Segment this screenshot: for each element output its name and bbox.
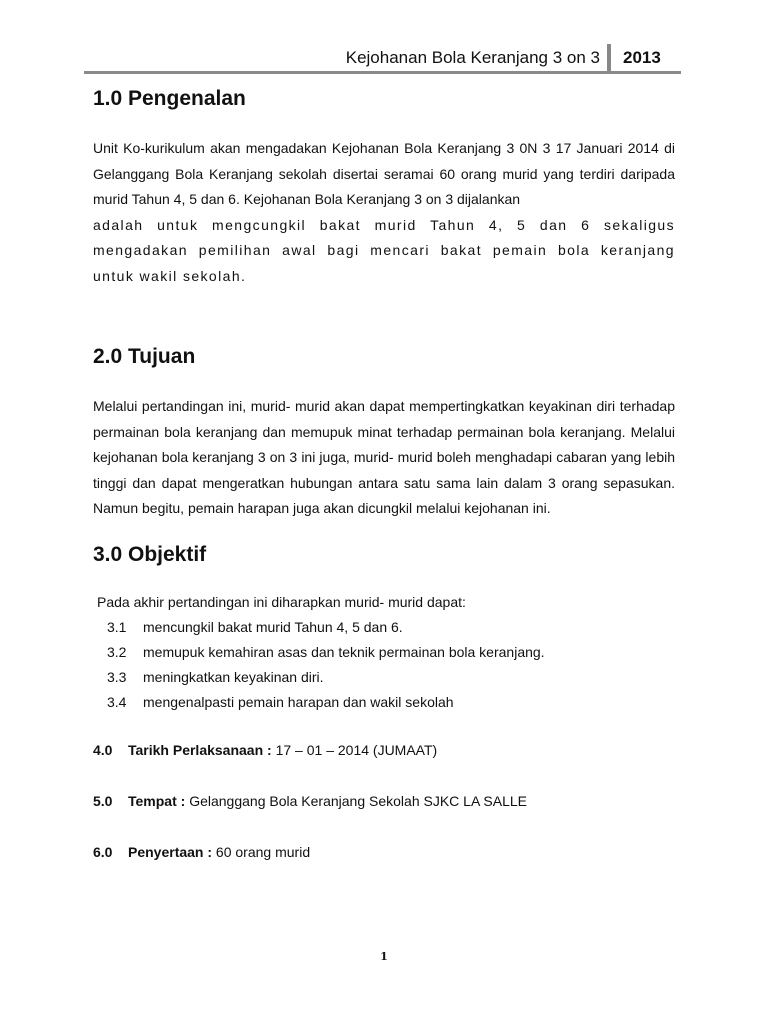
item-number: 3.2 — [107, 643, 127, 660]
objektif-list — [93, 615, 675, 715]
section-number: 2.0 — [93, 345, 123, 368]
item-text: mengenalpasti pemain harapan dan wakil sekolah — [143, 693, 454, 710]
paragraph-tujuan: Melalui pertandingan ini, murid- murid akan dapat mempertingkatkan keyakinan diri terhadap permainan bola keranjang dan memupuk minat terhadap permainan bola keranjang. Melalui kejohanan bola keranjang 3 on 3 ini juga, murid- murid boleh menghadapi cabaran yang lebih tinggi dan dapat mengeratkan hubungan antara satu sama lain dalam 3 orang sepasukan. Namun begitu, pemain harapan juga akan dicungkil melalui kejohanan ini. — [93, 398, 675, 516]
item-number: 3.3 — [107, 668, 127, 685]
item-text: memupuk kemahiran asas dan teknik permainan bola keranjang. — [143, 643, 545, 660]
section-title: Objektif — [128, 542, 207, 566]
section-heading-objektif — [93, 544, 675, 566]
tarikh-value: 17 – 01 – 2014 (JUMAAT) — [271, 741, 438, 758]
section-number: 6.0 — [93, 843, 113, 860]
item-text: meningkatkan keyakinan diri. — [143, 668, 324, 685]
document-body — [93, 88, 675, 863]
section-number: 5.0 — [93, 792, 113, 809]
section-heading-tujuan — [93, 346, 675, 368]
header-rule — [84, 71, 681, 74]
tempat-line — [93, 790, 675, 812]
list-item — [107, 640, 675, 665]
paragraph-pengenalan-b: adalah untuk mengcungkil bakat murid Tahun 4, 5 dan 6 sekaligus mengadakan pemilihan awal bagi mencari bakat pemain bola keranjang untuk wakil sekolah. — [93, 216, 675, 284]
list-item — [107, 665, 675, 690]
tempat-label: Tempat : — [128, 792, 186, 809]
tarikh-label: Tarikh Perlaksanaan : — [128, 741, 272, 758]
section-title: Tujuan — [128, 345, 196, 368]
section-number: 4.0 — [93, 741, 113, 758]
section-number: 1.0 — [93, 87, 123, 110]
objektif-intro: Pada akhir pertandingan ini diharapkan murid- murid dapat: — [97, 593, 466, 610]
tarikh-line — [93, 739, 675, 761]
penyertaan-value: 60 orang murid — [212, 843, 311, 860]
list-item — [107, 690, 675, 715]
item-number: 3.4 — [107, 693, 127, 710]
header-title: Kejohanan Bola Keranjang 3 on 3 — [345, 48, 600, 67]
section-heading-pengenalan — [93, 88, 675, 110]
penyertaan-line — [93, 841, 675, 863]
list-item — [107, 615, 675, 640]
paragraph-pengenalan-a: Unit Ko-kurikulum akan mengadakan Kejohanan Bola Keranjang 3 0N 3 17 Januari 2014 di Gelanggang Bola Keranjang sekolah disertai seramai 60 orang murid yang terdiri daripada murid Tahun 4, 5 dan 6. Kejohanan Bola Keranjang 3 on 3 dijalankan — [93, 140, 675, 207]
item-number: 3.1 — [107, 618, 127, 635]
header-divider — [607, 44, 611, 72]
tempat-value: Gelanggang Bola Keranjang Sekolah SJKC LA SALLE — [185, 792, 527, 809]
penyertaan-label: Penyertaan : — [128, 843, 213, 860]
page-number: 1 — [380, 950, 388, 963]
section-number: 3.0 — [93, 542, 123, 566]
page-header — [84, 44, 681, 72]
item-text: mencungkil bakat murid Tahun 4, 5 dan 6. — [143, 618, 403, 635]
header-year: 2013 — [623, 48, 661, 67]
section-title: Pengenalan — [128, 87, 246, 110]
